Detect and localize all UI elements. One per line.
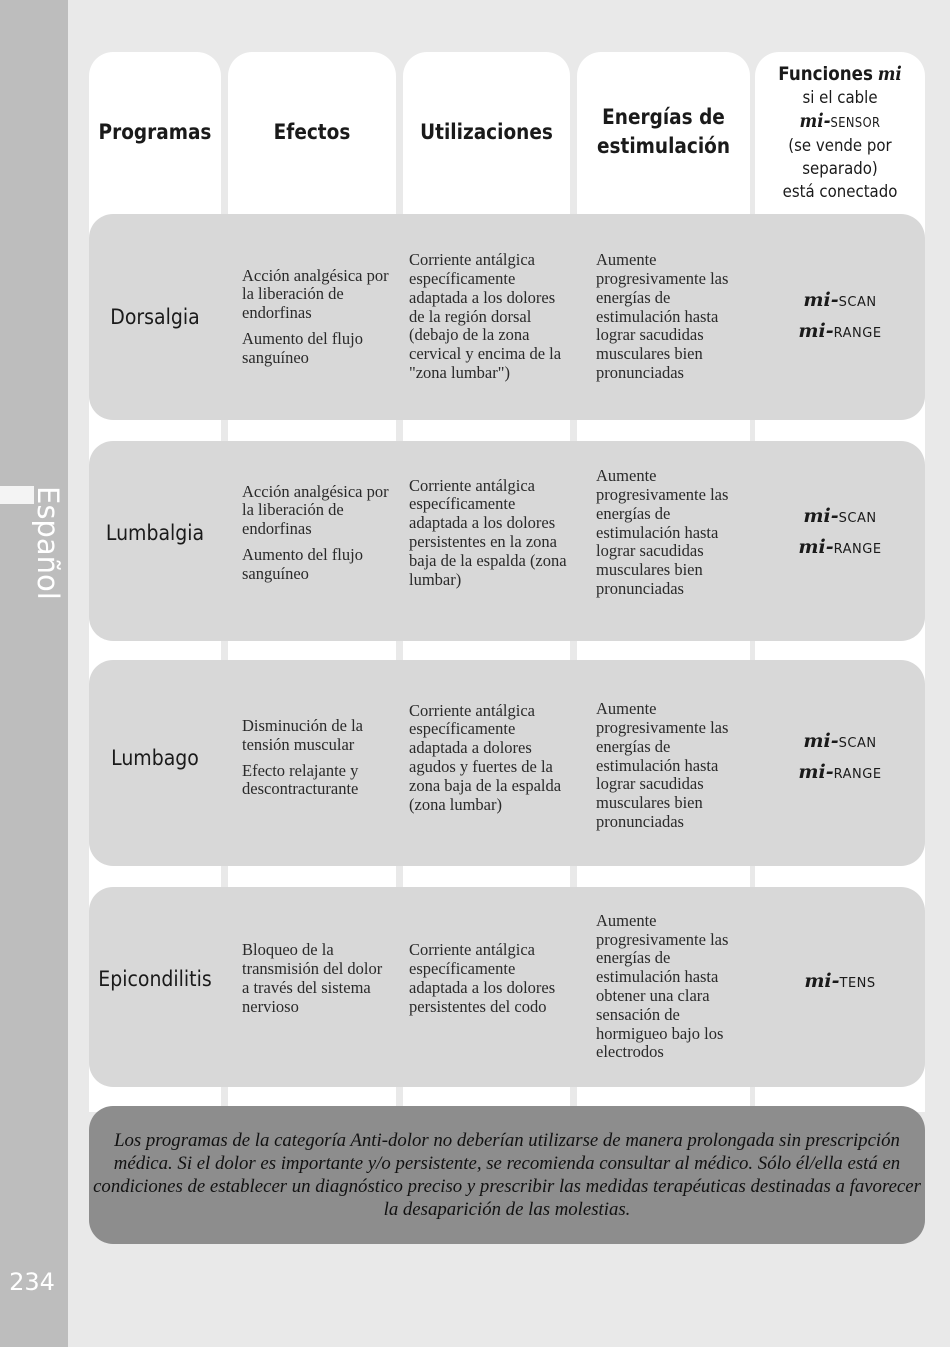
mi-logo-icon: mi- [803, 505, 839, 527]
program-name [96, 214, 215, 420]
effect-text: Acción analgésica por la liberación de endorfinas [242, 481, 389, 539]
energy-cell [596, 660, 746, 872]
functions-cell [755, 887, 925, 1077]
effect-text: Aumento del flujo sanguíneo [242, 544, 363, 583]
effect-text: Efecto relajante y descontracturante [242, 760, 359, 799]
program-name [96, 887, 215, 1071]
energy-cell [596, 214, 746, 420]
functions-cell [755, 441, 925, 625]
effects-cell [242, 887, 392, 1071]
effects-cell [242, 441, 392, 625]
header-funciones [765, 58, 915, 208]
uses-text: Corriente antálgica específicamente adaptada a los dolores persistentes en la zona baja de la espalda (zona lumbar) [409, 475, 567, 589]
warning-note [89, 1106, 925, 1244]
effects-cell [242, 660, 392, 856]
energy-text: Aumente progresivamente las energías de estimulación hasta lograr sacudidas musculares bien pronunciadas [596, 250, 729, 382]
effect-text: Acción analgésica por la liberación de endorfinas [242, 265, 389, 323]
program-name-text: Lumbalgia [105, 521, 205, 545]
function-item [798, 317, 881, 348]
effect-text: Bloqueo de la transmisión del dolor a través del sistema nervioso [242, 940, 383, 1016]
mi-logo-icon: mi- [804, 969, 840, 992]
function-name: SCAN [838, 511, 877, 526]
functions-cell [755, 660, 925, 856]
language-label: Español [31, 486, 65, 600]
mi-logo-icon: mi- [803, 730, 839, 752]
uses-cell [409, 660, 569, 856]
program-name-text: Epicondilitis [98, 967, 212, 991]
function-name: SCAN [838, 736, 877, 751]
function-name: RANGE [833, 542, 882, 557]
function-item [798, 533, 881, 564]
funciones-title-text: Funciones [778, 62, 873, 85]
function-name: RANGE [833, 767, 882, 782]
function-item [803, 286, 876, 317]
functions-cell [755, 214, 925, 420]
effects-cell [242, 214, 392, 420]
mi-sensor-logo-icon: mi- [799, 109, 831, 132]
function-name: SCAN [838, 295, 877, 310]
mi-logo-icon: mi- [798, 320, 834, 342]
program-name-text: Dorsalgia [110, 305, 200, 329]
mi-logo-icon: mi [877, 62, 902, 85]
header-energias [587, 52, 739, 212]
program-name [96, 660, 215, 856]
program-name-text: Lumbago [111, 746, 199, 770]
uses-text: Corriente antálgica específicamente adaptada a los dolores de la región dorsal (debajo de la zona cervical y encima de la "zona lumbar") [409, 250, 562, 382]
mi-logo-icon: mi- [798, 761, 834, 783]
uses-cell [409, 887, 569, 1071]
energy-cell [596, 441, 746, 625]
header-energias-label: Energías de estimulación [596, 105, 731, 158]
funciones-line-connected: está conectado [782, 181, 898, 202]
sidebar-tab-marker [0, 486, 34, 504]
energy-text: Aumente progresivamente las energías de estimulación hasta lograr sacudidas musculares bien pronunciadas [596, 466, 729, 598]
funciones-line-cable: si el cable [802, 87, 878, 108]
function-item [803, 502, 876, 533]
energy-text: Aumente progresivamente las energías de estimulación hasta lograr sacudidas musculares bien pronunciadas [596, 699, 729, 831]
header-programas [97, 52, 213, 212]
sidebar [0, 0, 68, 1347]
funciones-line-sensor [800, 110, 881, 135]
uses-text: Corriente antálgica específicamente adaptada a los dolores persistentes del codo [409, 940, 556, 1016]
function-item [803, 727, 876, 758]
effect-text: Aumento del flujo sanguíneo [242, 328, 363, 367]
function-item [804, 967, 875, 998]
uses-cell [409, 441, 569, 625]
mi-logo-icon: mi- [803, 289, 839, 311]
effect-text: Disminución de la tensión muscular [242, 715, 363, 754]
header-efectos [238, 52, 386, 212]
function-item [798, 758, 881, 789]
mi-sensor-label: SENSOR [830, 115, 881, 131]
uses-text: Corriente antálgica específicamente adaptada a dolores agudos y fuertes de la zona baja de la espalda (zona lumbar) [409, 700, 562, 814]
energy-text: Aumente progresivamente las energías de estimulación hasta obtener una clara sensación de hormigueo bajo los electrodos [596, 910, 729, 1062]
header-efectos-label: Efectos [273, 119, 351, 144]
header-funciones-title [778, 63, 902, 87]
header-utilizaciones [413, 52, 560, 212]
page-number: 234 [9, 1268, 55, 1296]
warning-note-text: Los programas de la categoría Anti-dolor no deberían utilizarse de manera prolongada sin prescripción médica. Si el dolor es importante y/o persistente, se recomienda consultar al médico. Sólo él/ella está en condiciones de establecer un diagnóstico preciso y prescribir las medidas terapéuticas destinadas a favorecer la desaparición de las molestias. [93, 1130, 921, 1220]
header-utilizaciones-label: Utilizaciones [420, 119, 553, 144]
function-name: RANGE [833, 326, 882, 341]
header-programas-label: Programas [98, 119, 212, 144]
function-name: TENS [839, 975, 876, 991]
program-name [96, 441, 215, 625]
energy-cell [596, 887, 746, 1087]
funciones-line-sold-separately: (se vende por separado) [788, 135, 892, 179]
mi-logo-icon: mi- [798, 536, 834, 558]
uses-cell [409, 214, 569, 420]
